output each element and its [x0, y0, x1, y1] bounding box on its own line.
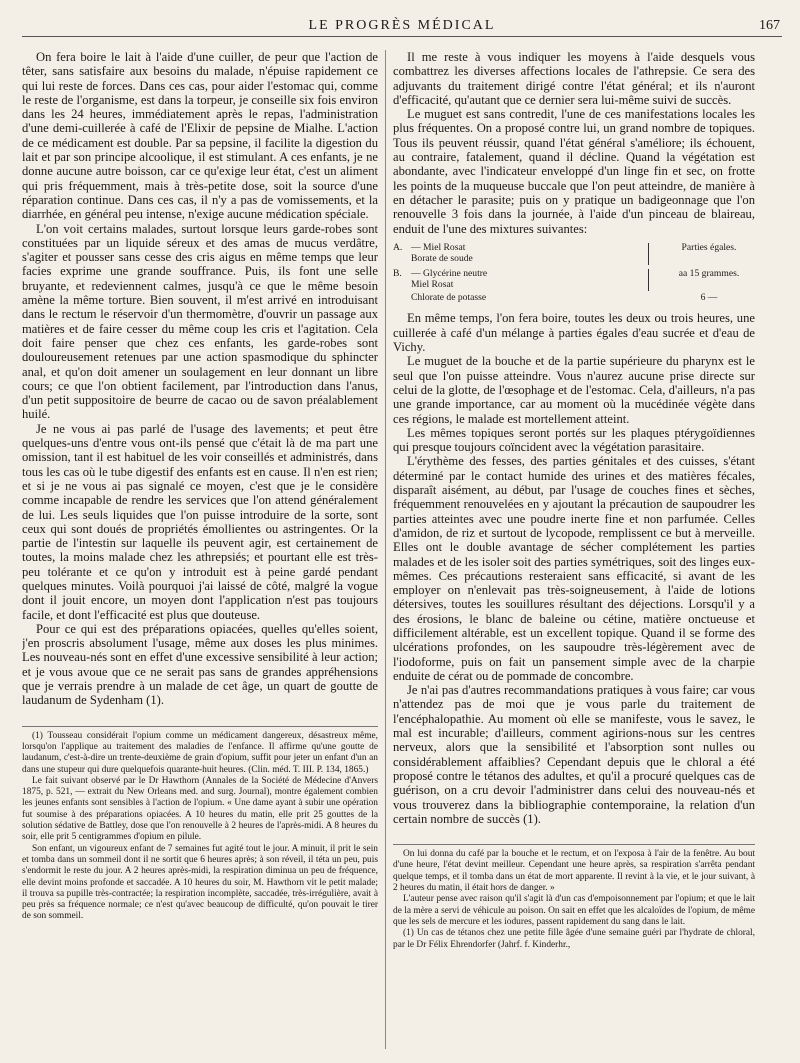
brace: [648, 269, 657, 291]
brace: [648, 243, 657, 265]
body-paragraph: L'érythème des fesses, des parties génitales et des cuisses, s'étant déterminé par le contact humide des urines et des matières fécales, disparaît aisément, au début, par l'usage de couches fines et sèches, fréquemment renouvelées en y ajoutant la précaution de saupoudrer les parties atteintes avec une poudre inerte fine et non parfumée. Celles d'amidon, de riz et surtout de lycopode, remplissent ce but à merveille. Elles ont le double avantage de sécher complétement les parties malades et de les isoler soit des parties symétriques, soit des linges eux-mêmes. Ces précautions resteraient sans efficacité, si avant de les employer on n'enlevait pas très-soigneusement, à l'aide de lotions détersives, toutes les souillures résultant des déjections. Lorsqu'il y a des érosions, le blanc de baleine ou cétine, matière onctueuse et difficilement altérable, est un excellent topique. Quand il se forme des ulcérations profondes, on les saupoudre très-légèrement avec de l'iodoforme, puis on fait un pansement simple avec de la charpie enduite de cérat ou de pommade de concombre.: [393, 454, 755, 683]
footnotes: [22, 726, 378, 923]
ingredient: Miel Rosat: [411, 279, 454, 291]
formula-quantity: 6 —: [700, 291, 718, 303]
ingredient: Chlorate de potasse: [411, 291, 487, 303]
formula-b: [393, 268, 755, 292]
footnote: Son enfant, un vigoureux enfant de 7 semaines fut agité tout le jour. A minuit, il prit le sein et tomba dans un sommeil dont il ne sortit que 6 heures après; à son réveil, il téta un peu, puis s'endormit le reste du jour. A 2 heures après-midi, la respiration diminua un peu de fréquence, elle devint moins profonde et saccadée. A 10 heures du soir, M. Hawthorn vit le petit malade; il trouva sa pupille très-contractée; la respiration incomplète, saccadée, très-irrégulière, avait à peu près sa fréquence normale; ce n'est qu'avec beaucoup de difficulté, qu'on pouvait le tirer de son sommeil.: [22, 843, 378, 922]
body-paragraph: Les mêmes topiques seront portés sur les plaques ptérygoïdiennes qui presque toujours coïncident avec la végétation parasitaire.: [393, 425, 755, 455]
footnote: On lui donna du café par la bouche et le rectum, et on l'exposa à l'air de la fenêtre. Au bout d'une heure, l'état devint meilleur. Cependant une heure après, sa respiration s'arrêta pendant quelque temps, et il tomba dans un état de mort apparente. Il revint à la vie, et le jour suivant, à 2 heures du matin, il était hors de danger. »: [393, 849, 755, 894]
formula-ingredients: [411, 268, 644, 291]
right-column: [393, 50, 755, 1051]
formula-letter: A.: [393, 241, 403, 253]
formula-quantity: aa 15 grammes.: [678, 267, 740, 279]
body-paragraph: Le muguet est sans contredit, l'une de ces manifestations locales les plus fréquentes. On a proposé contre lui, un grand nombre de topiques. Tous ils peuvent réussir, quand l'état général s'améliore; ils échouent, au contraire, fatalement, quand il décline. Quand la végétation est abondante, avec l'indicateur enveloppé d'un linge fin et sec, on frotte les points de la muqueuse buccale que l'on peut atteindre, de manière à en détacher le parasite; puis on y pratique un badigeonnage que l'on renouvelle 3 fois dans la journée, à l'aide d'un pinceau de blaireau, enduit de l'une des mixtures suivantes:: [393, 107, 755, 236]
footnotes: [393, 844, 755, 951]
formula-b-extra: [393, 292, 755, 304]
body-paragraph: En même temps, l'on fera boire, toutes les deux ou trois heures, une cuillerée à café d'un mélange à parties égales d'eau sucrée et d'eau de Vichy.: [393, 311, 755, 355]
body-paragraph: Je n'ai pas d'autres recommandations pratiques à vous faire; car vous n'attendez pas de moi que je vous parle du traitement de l'encéphalopathie. Au moment où elle se manifeste, vous le savez, le mal est incurable; d'ailleurs, comment agirions-nous sur les centres nerveux, alors que la sensibilité et l'absorption sont nulles ou considérablement affaiblies? Cependant depuis que le chloral a été proposé contre le tétanos des adultes, et qu'il a procuré quelques cas de guérison, on a cru devoir l'administrer dans celui des nouveau-nés et vous trouverez dans la bibliographie contemporaine, la relation d'un certain nombre de succès (1).: [393, 683, 755, 826]
formula-quantity: Parties égales.: [681, 241, 737, 253]
footnote: (1) Tousseau considérait l'opium comme un médicament dangereux, désastreux même, lorsqu'on l'applique au traitement des maladies de l'enfance. Il affirme qu'une goutte de laudanum, c'est-à-dire un trente-deuxième de grain d'opium, suffit pour jeter un enfant d'un an dans une stupeur qui dure quelquefois quarante-huit heures. (Clin. méd. T. III. P. 134, 1865.): [22, 730, 378, 775]
formula-letter: B.: [393, 267, 402, 279]
ingredient: Borate de soude: [411, 253, 473, 265]
ingredient: — Glycérine neutre: [411, 267, 488, 279]
page-number: 167: [759, 18, 780, 33]
footnote: (1) Un cas de tétanos chez une petite fille âgée d'une semaine guéri par l'hydrate de chloral, par le Dr Félix Ehrendorfer (Jahrf. f. Kinderhr.,: [393, 928, 755, 950]
body-paragraph: L'on voit certains malades, surtout lorsque leurs garde-robes sont constituées par un liquide séreux et des amas de mucus verdâtre, s'agiter et pousser sans cesse des cris aigus en même temps que leur facies exprime une grande souffrance. Puis, ils font une selle bruyante, et redeviennent calmes, jusqu'à ce que le même besoin amène la même torture. Bien souvent, il m'est arrivé en introduisant dans le rectum le réservoir d'un thermomètre, d'ouvrir un passage aux matières et de faire cesser du même coup les cris et l'agitation. Cela doit faire penser que chez ces enfants, les garde-robes sont douloureusement retenues par une action spasmodique du sphincter anal, et qu'on doit amener un soulagement en leur donnant un libre cours; ce que l'on obtient facilement, par l'introduction dans l'anus, d'un petit suppositoire de beurre de cacao ou de savon préalablement huilé.: [22, 221, 378, 422]
footnote: L'auteur pense avec raison qu'il s'agit là d'un cas d'empoisonnement par l'opium; et que le lait de la mère a servi de véhicule au poison. On sait en effet que les alcaloïdes de l'opium, de même que les sels de mercure et les iodures, passent rapidement du sang dans le lait.: [393, 894, 755, 927]
prescription-formulas: [393, 242, 755, 304]
left-column: [22, 50, 378, 1051]
body-paragraph: Je ne vous ai pas parlé de l'usage des lavements; et peut être quelques-uns d'entre vous ont-ils pensé que c'était là de ma part une omission, tant il est habituel de les voir conseillés et administrés, dans tous les cas où le tube digestif des enfants est en cause. Il n'en est rien; et si je ne vous ai pas signalé ce moyen, c'est que je le considère comme incapable de rendre les services que l'on attend généralement de lui. Les seuls liquides que l'on puisse introduire de la sorte, sont ceux qui sont doués de propriétés émollientes ou astringentes. Or la partie de l'intestin sur laquelle ils peuvent agir, est certainement de toutes, la moins malade chez les athrepsiés; et pourtant elle est très-peu tolérante et ce qu'on y introduit est à peine gardé pendant quelques minutes. Voilà pourquoi j'ai laissé de côté, malgré la vogue dont il jouit encore, un moyen dont l'application n'est pas toujours facile, et dont l'efficacité est plus que douteuse.: [22, 421, 378, 622]
page-header: [22, 18, 782, 37]
journal-title: LE PROGRÈS MÉDICAL: [308, 18, 496, 33]
body-paragraph: Pour ce qui est des préparations opiacées, quelles qu'elles soient, j'en proscris absolument l'usage, même aux doses les plus minimes. Les nouveau-nés sont en effet d'une excessive sensibilité à leur action; et je vous avoue que ce ne serait pas sans de grandes appréhensions que je verrais prendre à un malade de cet âge, un quart de goutte de laudanum de Sydenham (1).: [22, 621, 378, 708]
body-paragraph: Il me reste à vous indiquer les moyens à l'aide desquels vous combattrez les diverses affections locales de l'athrepsie. Ce sera des adjuvants du traitement dirigé contre l'état général; et ils n'auront d'efficacité, qu'autant que ce dernier sera lui-même suivi de succès.: [393, 50, 755, 107]
ingredient: — Miel Rosat: [411, 241, 466, 253]
body-paragraph: On fera boire le lait à l'aide d'une cuiller, de peur que l'action de têter, sans satisfaire aux besoins du malade, n'épuise rapidement ce qui lui reste de forces. Dans ces cas, pour aider l'estomac qui, comme le reste de l'organisme, est dans la torpeur, je conseille six fois environ dans les 24 heures, immédiatement après le repas, l'administration d'une demi-cuillerée à café de l'Elixir de pepsine de Mialhe. L'action de ce médicament est double. Par sa pepsine, il facilite la digestion du lait et par son principe alcoolique, il est stimulant. A ces enfants, je ne donne aucune autre boisson, car ce qu'exige leur état, c'est un aliment qui pris fréquemment, mais à très-petite dose, soit la source d'une réparation continue. Dans ces cas, il n'y a pas de vomissements, et la diarrhée, en général peu intense, n'exige aucune médication spéciale.: [22, 50, 378, 222]
body-paragraph: Le muguet de la bouche et de la partie supérieure du pharynx est le seul que l'on puisse atteindre. Vous n'aurez aucune prise directe sur celui de la glotte, de l'œsophage et de l'estomac. Cela, d'ailleurs, n'a pas une grande importance, car au moment où la mucédinée végète dans ces régions, le malade est mortellement atteint.: [393, 354, 755, 426]
footnote: Le fait suivant observé par le Dr Hawthorn (Annales de la Société de Médecine d'Anvers 1875, p. 521, — extrait du New Orleans med. and surg. Journal), montre également combien les jeunes enfants sont sensibles à l'action de l'opium. « Une dame ayant à subir une opération fut soumise à des préparations opiacées. A 10 heures du matin, elle prit 25 gouttes de la solution sédative de Battley, dose que l'on renouvelle à 2 heures de l'après-midi. A 8 heures du soir, elle prit 5 centigrammes d'opium en pilule.: [22, 775, 378, 843]
column-divider: [385, 50, 386, 1049]
formula-ingredients: [411, 242, 644, 265]
formula-a: [393, 242, 755, 266]
